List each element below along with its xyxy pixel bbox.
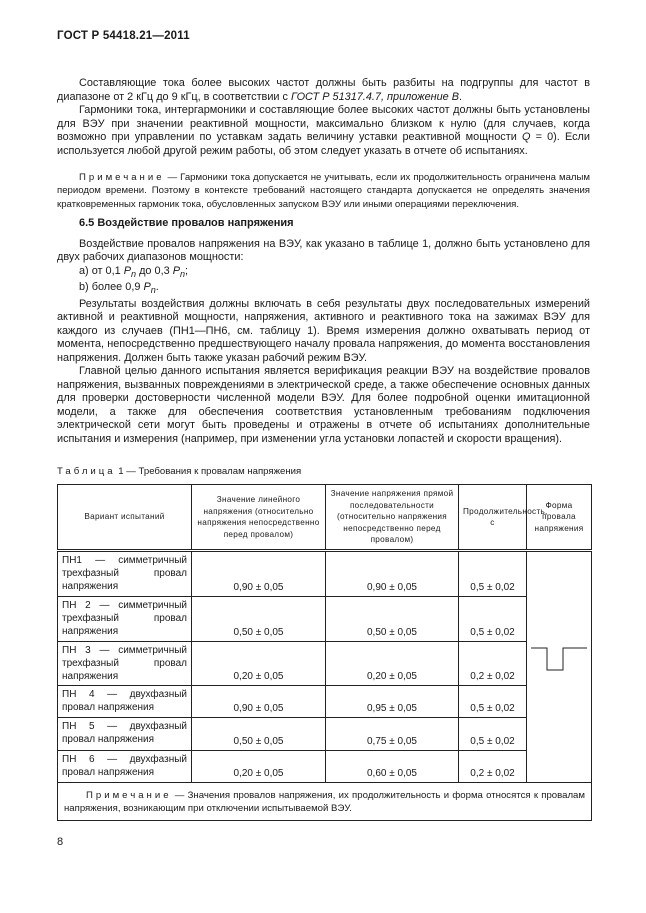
document-header: ГОСТ Р 54418.21—2011 bbox=[57, 30, 190, 42]
table-row bbox=[58, 751, 592, 783]
note-label: Примечание bbox=[79, 172, 165, 183]
line-voltage-cell: 0,90 ± 0,05 bbox=[192, 551, 326, 597]
table-row bbox=[58, 642, 592, 686]
positive-sequence-cell: 0,90 ± 0,05 bbox=[326, 551, 459, 597]
caption-label: Таблица bbox=[57, 466, 116, 477]
paragraph: Главной целью данного испытания является верификация реакции ВЭУ на воздействие провалов напряжения, вызванных повреждениями в электрической среде, а также обеспечение основных данных для проверки достоверности численной модели ВЭУ. Для более подробной оценки имитационной модели, а также для обеспечения соответствия установленным требованиям подключения электрической сети могут быть проведены и отражены в отчете об испытаниях дополнительные испытания и измерения (например, при изменении угла установки лопастей и скорости вращения). bbox=[57, 365, 590, 445]
voltage-dip-shape-icon bbox=[527, 636, 591, 696]
note-text: — Гармоники тока допускается не учитывать, если их продолжительность ограничена малым периодом времени. Поэтому в контексте требований настоящего стандарта допускается не определять значения кратковременных гармоник тока, обусловленных запуском ВЭУ или иными операциями переключения. bbox=[57, 172, 590, 210]
positive-sequence-cell: 0,60 ± 0,05 bbox=[326, 751, 459, 783]
table-row bbox=[58, 686, 592, 718]
symbol: P bbox=[123, 264, 131, 277]
text: = 0). Если используется любой другой режим работы, об этом следует указать в отчете об испытаниях. bbox=[57, 131, 590, 157]
note-harmonics bbox=[57, 171, 590, 211]
paragraph: Воздействие провалов напряжения на ВЭУ, как указано в таблице 1, должно быть установлено для двух рабочих диапазонов мощности: bbox=[57, 237, 590, 263]
list-item-a: а) от 0,1 $P_n$ до 0,3 $P_n$; bbox=[79, 264, 189, 279]
table-row bbox=[58, 597, 592, 642]
header-variant: Вариант испытаний bbox=[58, 485, 192, 551]
symbol: P bbox=[172, 264, 180, 277]
paragraph bbox=[57, 104, 590, 158]
symbol-sub: n bbox=[179, 268, 186, 279]
table-row bbox=[58, 718, 592, 751]
text: Составляющие тока более высоких частот должны быть разбиты на подгруппы для частот в диапазоне от 2 кГц до 9 кГц, в соответствии с bbox=[57, 77, 590, 103]
duration-cell: 0,2 ± 0,02 bbox=[459, 642, 527, 686]
positive-sequence-cell: 0,50 ± 0,05 bbox=[326, 597, 459, 642]
line-voltage-cell: 0,20 ± 0,05 bbox=[192, 751, 326, 783]
text: а) от 0,1 bbox=[79, 264, 124, 277]
duration-cell: 0,2 ± 0,02 bbox=[459, 751, 527, 783]
positive-sequence-cell: 0,20 ± 0,05 bbox=[326, 642, 459, 686]
note-label: Примечание bbox=[86, 790, 172, 801]
text: b) более 0,9 bbox=[79, 281, 144, 294]
symbol-q: Q bbox=[521, 131, 531, 143]
table-header-row bbox=[58, 485, 592, 551]
variant-cell: ПН 6 — двухфазный провал напряжения bbox=[58, 751, 192, 783]
variant-cell: ПН 2 — симметричный трехфазный провал напряжения bbox=[58, 597, 192, 642]
table-note-row bbox=[58, 783, 592, 821]
header-dip-shape: Форма провала напряжения bbox=[527, 485, 592, 551]
section-title: 6.5 Воздействие провалов напряжения bbox=[79, 217, 294, 229]
line-voltage-cell: 0,50 ± 0,05 bbox=[192, 718, 326, 751]
note-text: — Значения провалов напряжения, их продолжительность и форма относятся к провалам напряжения, возникающим при отключении испытываемой ВЭУ. bbox=[64, 790, 585, 814]
header-line-voltage: Значение линейного напряжения (относительно напряжения непосредственно перед провалом) bbox=[192, 485, 326, 551]
variant-cell: ПН 5 — двухфазный провал напряжения bbox=[58, 718, 192, 751]
duration-cell: 0,5 ± 0,02 bbox=[459, 597, 527, 642]
table-caption bbox=[57, 466, 301, 477]
symbol: P bbox=[143, 281, 151, 294]
intro-paragraphs bbox=[57, 77, 590, 158]
duration-cell: 0,5 ± 0,02 bbox=[459, 551, 527, 597]
list-item-b: b) более 0,9 $P_n$. bbox=[79, 281, 159, 296]
caption-text: 1 — Требования к провалам напряжения bbox=[115, 466, 302, 477]
table-note bbox=[58, 783, 592, 821]
section-6-5 bbox=[57, 217, 590, 446]
text: Гармоники тока, интергармоники и составляющие более высоких частот должны быть установлены для ВЭУ при значении реактивной мощности, максимально близком к нулю (для случаев, когда возможно при управлении по уставкам задать величину уставки реактивной мощности bbox=[57, 104, 590, 143]
line-voltage-cell: 0,20 ± 0,05 bbox=[192, 642, 326, 686]
variant-cell: ПН1 — симметричный трехфазный провал напряжения bbox=[58, 551, 192, 597]
table-row bbox=[58, 551, 592, 597]
positive-sequence-cell: 0,95 ± 0,05 bbox=[326, 686, 459, 718]
voltage-dip-table bbox=[57, 484, 592, 821]
text: до 0,3 bbox=[136, 264, 173, 277]
page-number: 8 bbox=[57, 836, 64, 848]
duration-cell: 0,5 ± 0,02 bbox=[459, 686, 527, 718]
header-positive-sequence: Значение напряжения прямой последовательности (относительно напряжения непосредственно перед провалом) bbox=[326, 485, 459, 551]
variant-cell: ПН 3 — симметричный трехфазный провал напряжения bbox=[58, 642, 192, 686]
duration-cell: 0,5 ± 0,02 bbox=[459, 718, 527, 751]
paragraph: Результаты воздействия должны включать в себя результаты двух последовательных измерений активной и реактивной мощности, напряжения, активного и реактивного тока на зажимах ВЭУ для каждого из случаев (ПН1—ПН6, см. таблицу 1). Время измерения должно охватывать период от момента, непосредственно предшествующего началу провала напряжения, до момента восстановления напряжения. Должен быть также указан рабочий режим ВЭУ. bbox=[57, 297, 590, 364]
positive-sequence-cell: 0,75 ± 0,05 bbox=[326, 718, 459, 751]
symbol-sub: n bbox=[130, 268, 137, 279]
symbol-sub: n bbox=[150, 285, 156, 296]
paragraph bbox=[57, 77, 590, 104]
variant-cell: ПН 4 — двухфазный провал напряжения bbox=[58, 686, 192, 718]
line-voltage-cell: 0,50 ± 0,05 bbox=[192, 597, 326, 642]
header-duration: Продолжительность, с bbox=[459, 485, 527, 551]
standard-reference: ГОСТ Р 51317.4.7, приложение В bbox=[291, 90, 460, 103]
dip-shape-cell bbox=[527, 551, 592, 783]
line-voltage-cell: 0,90 ± 0,05 bbox=[192, 686, 326, 718]
text: . bbox=[459, 90, 463, 103]
